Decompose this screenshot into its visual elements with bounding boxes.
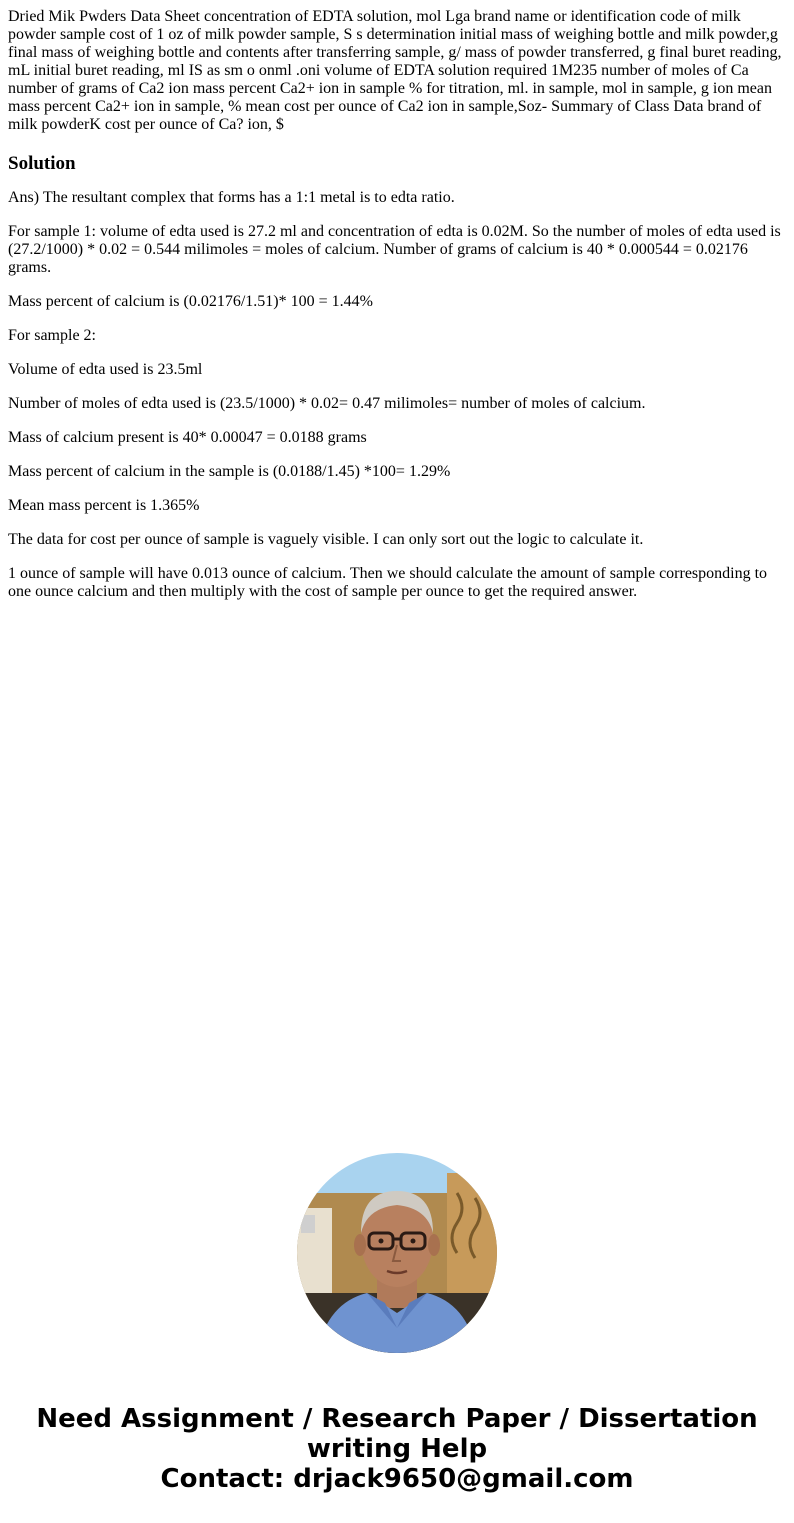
solution-paragraph: For sample 2: xyxy=(8,327,96,344)
solution-paragraph: For sample 1: volume of edta used is 27.2 ml and concentration of edta is 0.02M. So the number of moles of edta used is (27.2/1000) * 0.02 = 0.544 milimoles = moles of calcium. Number of grams of calcium is 40 * 0.000544 = 0.02176 grams. xyxy=(8,223,781,276)
solution-paragraph: Number of moles of edta used is (23.5/1000) * 0.02= 0.47 milimoles= number of moles of calcium. xyxy=(8,395,646,412)
solution-heading: Solution xyxy=(8,153,76,174)
tutor-avatar xyxy=(297,1153,497,1353)
solution-paragraph: The data for cost per ounce of sample is vaguely visible. I can only sort out the logic to calculate it. xyxy=(8,531,644,548)
promo-line: writing Help xyxy=(306,1434,488,1464)
solution-paragraph: 1 ounce of sample will have 0.013 ounce of calcium. Then we should calculate the amount of sample corresponding to one ounce calcium and then multiply with the cost of sample per ounce to get the required answer. xyxy=(8,565,768,600)
solution-paragraph: Mass percent of calcium is (0.02176/1.51)* 100 = 1.44% xyxy=(8,293,373,310)
promo-line: Need Assignment / Research Paper / Dissertation xyxy=(36,1404,758,1434)
tutor-portrait-image xyxy=(297,1153,497,1353)
main-content xyxy=(0,0,794,601)
solution-paragraph: Mean mass percent is 1.365% xyxy=(8,497,200,514)
promo-footer xyxy=(0,1404,794,1494)
contact-email: Contact: drjack9650@gmail.com xyxy=(160,1464,634,1494)
solution-paragraph: Ans) The resultant complex that forms has a 1:1 metal is to edta ratio. xyxy=(8,189,455,206)
question-text: Dried Mik Pwders Data Sheet concentration of EDTA solution, mol Lga brand name or identification code of milk powder sample cost of 1 oz of milk powder sample, S s determination initial mass of weighing bottle and milk powder,g final mass of weighing bottle and contents after transferring sample, g/ mass of powder transferred, g final buret reading, mL initial buret reading, ml IS as sm o onml .oni volume of EDTA solution required 1M235 number of moles of Ca number of grams of Ca2 ion mass percent Ca2+ ion in sample % for titration, ml. in sample, mol in sample, g ion mean mass percent Ca2+ ion in sample, % mean cost per ounce of Ca2 ion in sample,Soz- Summary of Class Data brand of milk powderK cost per ounce of Ca? ion, $ xyxy=(8,8,782,133)
solution-paragraph: Volume of edta used is 23.5ml xyxy=(8,361,203,378)
solution-paragraph: Mass of calcium present is 40* 0.00047 = 0.0188 grams xyxy=(8,429,367,446)
solution-paragraph: Mass percent of calcium in the sample is (0.0188/1.45) *100= 1.29% xyxy=(8,463,451,480)
